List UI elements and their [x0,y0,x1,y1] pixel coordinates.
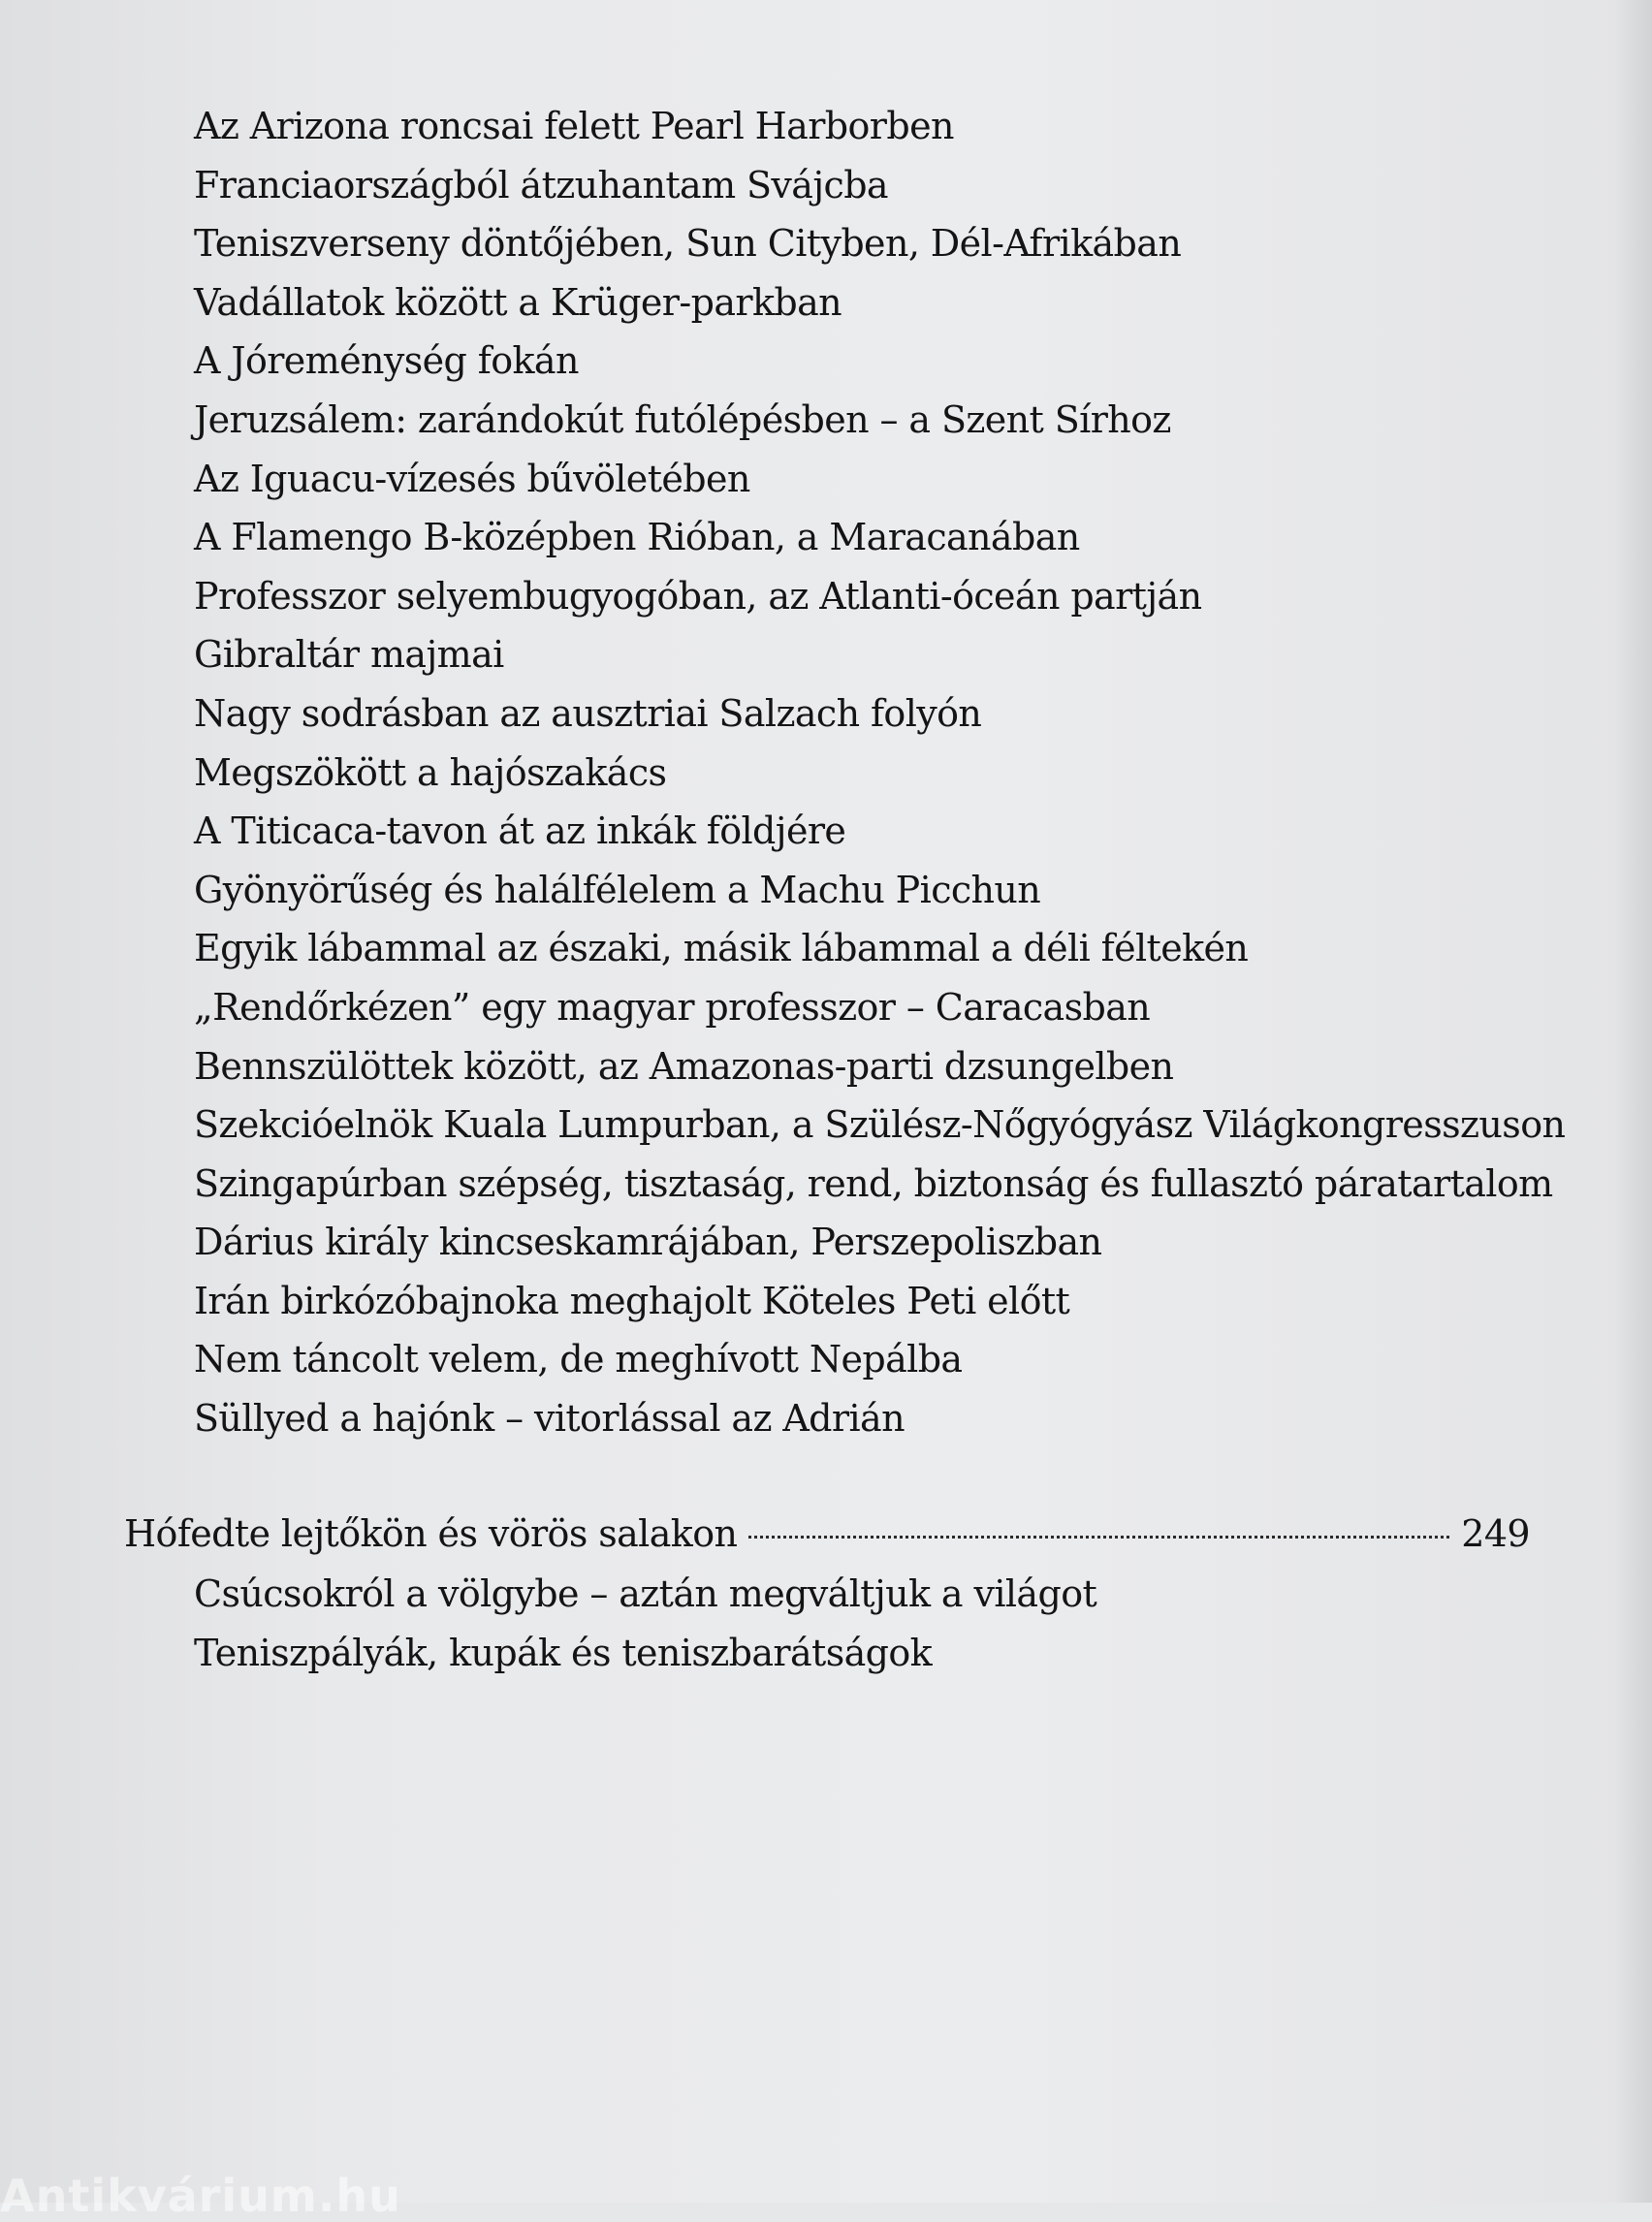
section-entry-list [194,1565,1096,1682]
page-edge-shadow [1613,0,1652,2203]
toc-entry: Az Arizona roncsai felett Pearl Harborben [194,105,954,147]
section-heading [124,1505,1530,1563]
toc-entry: Dárius király kincseskamrájában, Perszepoliszban [194,1221,1102,1264]
toc-entry-list [194,97,1565,1448]
toc-entry: A Flamengo B-középben Rióban, a Maracanában [194,516,1080,559]
watermark: Antikvárium.hu [0,2170,401,2222]
toc-entry: Gyönyörűség és halálfélelem a Machu Picchun [194,868,1041,911]
toc-entry: Egyik lábammal az északi, másik lábammal a déli féltekén [194,927,1249,970]
toc-entry: Professzor selyembugyogóban, az Atlanti-óceán partján [194,574,1202,618]
toc-entry: A Jóreménység fokán [194,339,579,383]
toc-entry: Nem táncolt velem, de meghívott Nepálba [194,1338,963,1381]
toc-entry: Jeruzsálem: zarándokút futólépésben – a Szent Sírhoz [194,397,1171,441]
toc-entry: Az Iguacu-vízesés bűvöletében [194,457,750,500]
toc-entry: Megszökött a hajószakács [194,750,667,794]
toc-entry: Irán birkózóbajnoka meghajolt Köteles Peti előtt [194,1279,1070,1322]
toc-entry: Csúcsokról a völgybe – aztán megváltjuk a világot [194,1572,1097,1615]
dot-leader [748,1536,1449,1539]
section-page-number: 249 [1461,1512,1530,1555]
section-title: Hófedte lejtőkön és vörös salakon [124,1512,738,1555]
toc-entry: Franciaországból átzuhantam Svájcba [194,163,888,206]
toc-entry: Süllyed a hajónk – vitorlással az Adrián [194,1397,905,1441]
toc-entry: „Rendőrkézen” egy magyar professzor – Caracasban [194,985,1151,1029]
toc-entry: A Titicaca-tavon át az inkák földjére [194,809,846,853]
toc-entry: Nagy sodrásban az ausztriai Salzach folyón [194,691,982,735]
toc-entry: Bennszülöttek között, az Amazonas-parti dzsungelben [194,1044,1174,1088]
toc-entry: Gibraltár majmai [194,633,504,677]
toc-entry: Szingapúrban szépség, tisztaság, rend, biztonság és fullasztó páratartalom [194,1161,1553,1205]
toc-entry: Szekcióelnök Kuala Lumpurban, a Szülész-Nőgyógyász Világkongresszuson [194,1103,1566,1147]
toc-entry: Teniszverseny döntőjében, Sun Cityben, Dél-Afrikában [194,222,1182,266]
toc-entry: Vadállatok között a Krüger-parkban [194,280,842,324]
toc-entry: Teniszpályák, kupák és teniszbarátságok [194,1631,933,1674]
